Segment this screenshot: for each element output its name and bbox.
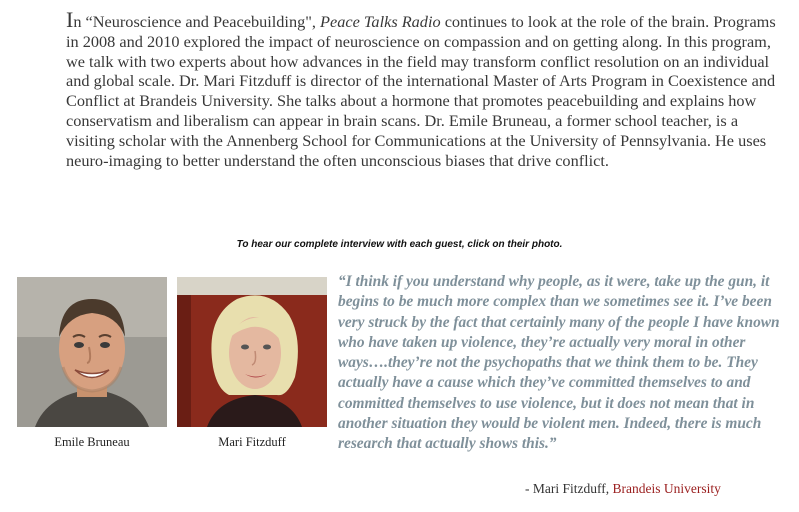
woman-portrait-icon	[177, 277, 327, 427]
photo-mari-fitzduff[interactable]	[177, 277, 327, 427]
caption-mari-fitzduff: Mari Fitzduff	[218, 435, 286, 449]
interview-instruction: To hear our complete interview with each guest, click on their photo.	[236, 239, 563, 250]
brandeis-university-link[interactable]: Brandeis University	[612, 481, 721, 496]
intro-paragraph	[66, 7, 786, 170]
quote-attribution	[525, 481, 721, 497]
man-portrait-icon	[17, 277, 167, 427]
intro-text-2: continues to look at the role of the brain. Programs in 2008 and 2010 explored the impact of neuroscience on compassion and on getting along. In this program, we talk with two experts about how advances in the field may transform conflict resolution on an individual and global scale. Dr. Mari Fitzduff is director of the international Master of Arts Program in Coexistence and Conflict at Brandeis University. She talks about a hormone that promotes peacebuilding and explains how conservatism and liberalism can appear in brain scans. Dr. Emile Bruneau, a former school teacher, is a visiting scholar with the Annenberg School for Communications at the University of Pennsylvania. He uses neuro-imaging to better understand the often unconscious biases that drive conflict.	[66, 12, 776, 170]
intro-text-1: n “Neuroscience and Peacebuilding",	[73, 12, 321, 31]
pull-quote: “I think if you understand why people, as it were, take up the gun, it begins to be much more complex than we sometimes see it. I’ve been very struck by the fact that certainly many of the people I have known who have taken up violence, they’re actually very moral in other ways….they’re not the psychopaths that we think them to be. They actually have a cause which they’ve committed themselves to and committed themselves to use violence, but it does not mean that in another situation they would be violent men. Indeed, there is much research that actually shows this.”	[338, 273, 780, 453]
attribution-name: - Mari Fitzduff,	[525, 481, 613, 496]
show-name: Peace Talks Radio	[320, 12, 441, 31]
caption-emile-bruneau: Emile Bruneau	[54, 435, 130, 449]
photo-emile-bruneau[interactable]	[17, 277, 167, 427]
intro-dropcap: I	[66, 7, 74, 32]
